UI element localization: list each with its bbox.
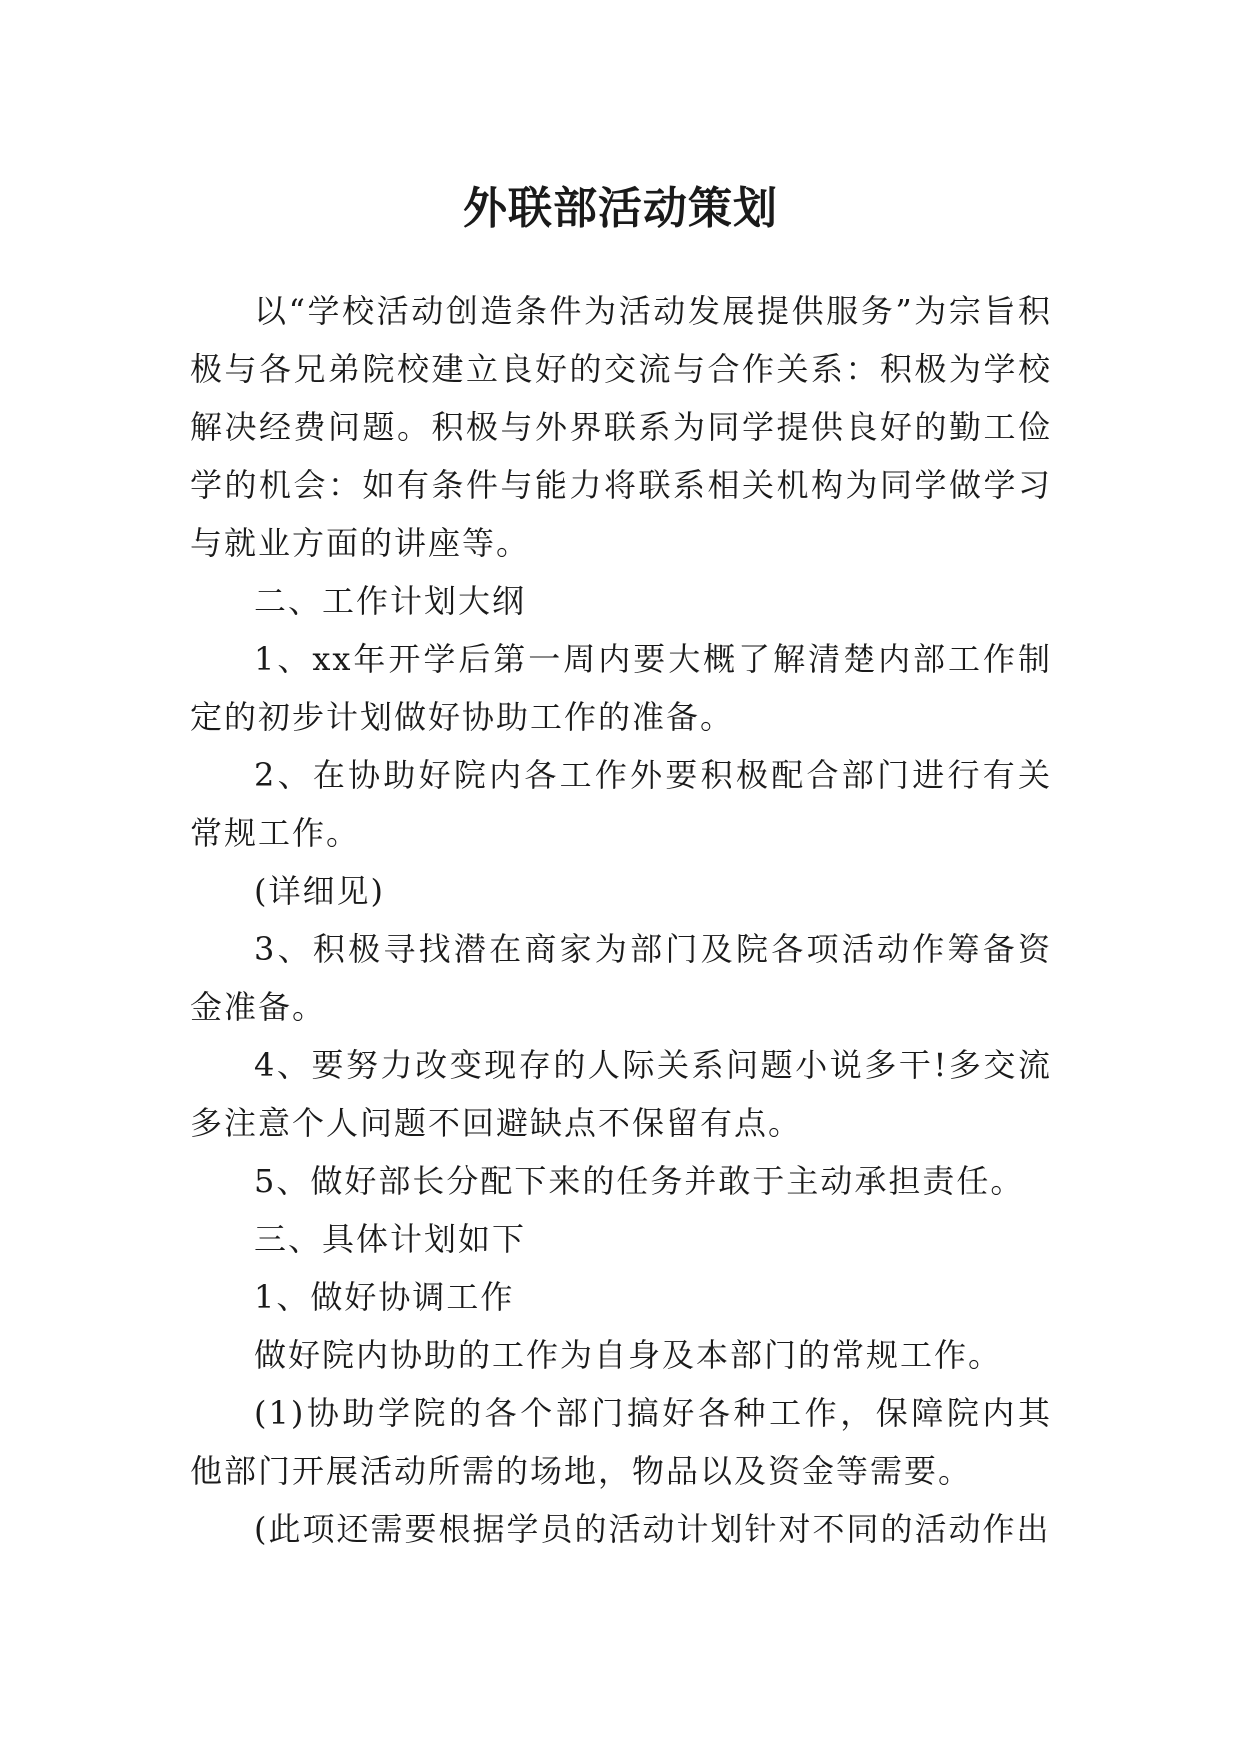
plan-item-1: 1、xx年开学后第一周内要大概了解清楚内部工作制定的初步计划做好协助工作的准备。 xyxy=(190,640,1052,736)
paragraph-intro: 以“学校活动创造条件为活动发展提供服务”为宗旨积极与各兄弟院校建立良好的交流与合作关系：积极为学校解决经费问题。积极与外界联系为同学提供良好的勤工俭学的机会：如有条件与能力将联系相关机构为同学做学习与就业方面的讲座等。 xyxy=(190,292,1052,562)
plan-item-4: 4、要努力改变现存的人际关系问题小说多干!多交流多注意个人问题不回避缺点不保留有点。 xyxy=(190,1046,1052,1142)
plan-item-5: 5、做好部长分配下来的任务并敢于主动承担责任。 xyxy=(254,1162,1025,1200)
document-body xyxy=(190,282,1052,1558)
plan-item-2-note: (详细见) xyxy=(254,872,385,910)
paragraph-coordination-note: (此项还需要根据学员的活动计划针对不同的活动作出 xyxy=(254,1510,1051,1548)
plan-item-3: 3、积极寻找潜在商家为部门及院各项活动作筹备资金准备。 xyxy=(190,930,1052,1026)
paragraph-coordination-1: (1)协助学院的各个部门搞好各种工作，保障院内其他部门开展活动所需的场地，物品以及资金等需要。 xyxy=(190,1394,1052,1490)
plan-item-2: 2、在协助好院内各工作外要积极配合部门进行有关常规工作。 xyxy=(190,756,1052,852)
heading-detailed-plan: 三、具体计划如下 xyxy=(254,1220,527,1258)
document-title: 外联部活动策划 xyxy=(463,183,778,235)
heading-work-plan-outline: 二、工作计划大纲 xyxy=(254,582,527,620)
subheading-coordination: 1、做好协调工作 xyxy=(254,1278,515,1316)
paragraph-coordination: 做好院内协助的工作为自身及本部门的常规工作。 xyxy=(254,1336,1003,1374)
